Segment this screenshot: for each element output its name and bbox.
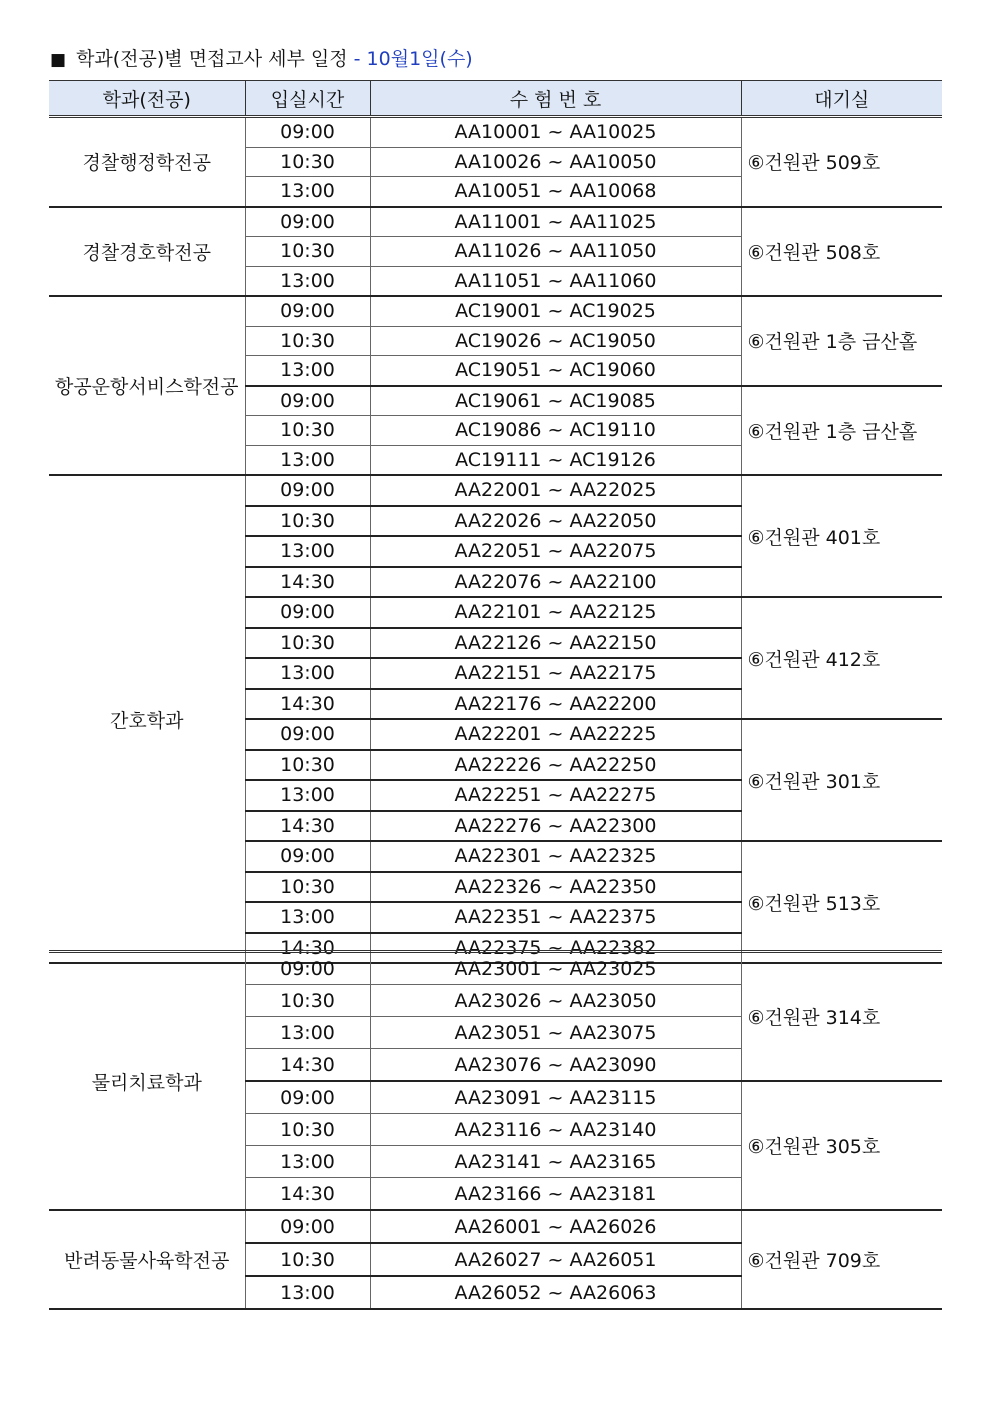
time-cell: 13:00 <box>245 1146 370 1178</box>
schedule-body-top <box>49 117 942 964</box>
table-row <box>49 296 942 326</box>
dept-cell: 항공운항서비스학전공 <box>49 296 245 475</box>
time-cell: 09:00 <box>245 296 370 326</box>
exam-number-cell: AA22001 ~ AA22025 <box>370 475 741 506</box>
exam-number-cell: AA22101 ~ AA22125 <box>370 597 741 628</box>
room-cell: ⑥건원관 401호 <box>741 475 942 597</box>
exam-number-cell: AA22076 ~ AA22100 <box>370 567 741 598</box>
time-cell: 14:30 <box>245 933 370 964</box>
time-cell: 10:30 <box>245 1114 370 1146</box>
time-cell: 09:00 <box>245 841 370 872</box>
header-exam-number: 수 험 번 호 <box>370 81 741 117</box>
exam-number-cell: AA22226 ~ AA22250 <box>370 750 741 781</box>
dept-cell: 경찰경호학전공 <box>49 207 245 297</box>
page-title <box>50 44 473 71</box>
exam-number-cell: AA23116 ~ AA23140 <box>370 1114 741 1146</box>
exam-number-cell: AA10026 ~ AA10050 <box>370 147 741 177</box>
time-cell: 09:00 <box>245 386 370 416</box>
room-cell: ⑥건원관 305호 <box>741 1081 942 1210</box>
exam-number-cell: AA22301 ~ AA22325 <box>370 841 741 872</box>
time-cell: 13:00 <box>245 1017 370 1049</box>
time-cell: 09:00 <box>245 207 370 237</box>
room-cell: ⑥건원관 301호 <box>741 719 942 841</box>
time-cell: 10:30 <box>245 326 370 356</box>
room-cell: ⑥건원관 1층 금산홀 <box>741 296 942 386</box>
table-row <box>49 1210 942 1243</box>
exam-number-cell: AA23091 ~ AA23115 <box>370 1081 741 1114</box>
title-text: 학과(전공)별 면접고사 세부 일정 <box>76 48 348 70</box>
exam-number-cell: AA11001 ~ AA11025 <box>370 207 741 237</box>
exam-number-cell: AA22151 ~ AA22175 <box>370 658 741 689</box>
header-time: 입실시간 <box>245 81 370 117</box>
exam-number-cell: AA11051 ~ AA11060 <box>370 266 741 296</box>
time-cell: 09:00 <box>245 1081 370 1114</box>
exam-number-cell: AC19061 ~ AC19085 <box>370 386 741 416</box>
time-cell: 13:00 <box>245 536 370 567</box>
schedule-table-top <box>49 80 942 964</box>
exam-number-cell: AA11026 ~ AA11050 <box>370 237 741 267</box>
dept-cell: 경찰행정학전공 <box>49 117 245 207</box>
dept-cell: 반려동물사육학전공 <box>49 1210 245 1309</box>
exam-number-cell: AC19111 ~ AC19126 <box>370 445 741 475</box>
schedule-table-bottom <box>49 950 942 1310</box>
exam-number-cell: AA22251 ~ AA22275 <box>370 780 741 811</box>
time-cell: 10:30 <box>245 1243 370 1276</box>
exam-number-cell: AA26027 ~ AA26051 <box>370 1243 741 1276</box>
time-cell: 09:00 <box>245 952 370 985</box>
exam-number-cell: AA26052 ~ AA26063 <box>370 1276 741 1309</box>
header-dept: 학과(전공) <box>49 81 245 117</box>
time-cell: 10:30 <box>245 416 370 446</box>
exam-number-cell: AC19086 ~ AC19110 <box>370 416 741 446</box>
time-cell: 13:00 <box>245 356 370 386</box>
time-cell: 14:30 <box>245 1178 370 1211</box>
exam-number-cell: AA23026 ~ AA23050 <box>370 985 741 1017</box>
time-cell: 10:30 <box>245 237 370 267</box>
exam-number-cell: AA10051 ~ AA10068 <box>370 177 741 207</box>
exam-number-cell: AA22026 ~ AA22050 <box>370 506 741 537</box>
dept-cell: 간호학과 <box>49 475 245 963</box>
exam-number-cell: AA22176 ~ AA22200 <box>370 689 741 720</box>
time-cell: 14:30 <box>245 811 370 842</box>
exam-number-cell: AA23166 ~ AA23181 <box>370 1178 741 1211</box>
room-cell: ⑥건원관 509호 <box>741 117 942 207</box>
time-cell: 13:00 <box>245 445 370 475</box>
exam-number-cell: AA22351 ~ AA22375 <box>370 902 741 933</box>
table-row <box>49 117 942 148</box>
exam-number-cell: AA22051 ~ AA22075 <box>370 536 741 567</box>
time-cell: 14:30 <box>245 567 370 598</box>
table-row <box>49 475 942 506</box>
exam-number-cell: AA23051 ~ AA23075 <box>370 1017 741 1049</box>
time-cell: 10:30 <box>245 147 370 177</box>
time-cell: 10:30 <box>245 506 370 537</box>
room-cell: ⑥건원관 508호 <box>741 207 942 297</box>
exam-number-cell: AC19026 ~ AC19050 <box>370 326 741 356</box>
table-row <box>49 952 942 985</box>
exam-number-cell: AA22326 ~ AA22350 <box>370 872 741 903</box>
exam-number-cell: AC19001 ~ AC19025 <box>370 296 741 326</box>
exam-number-cell: AA23076 ~ AA23090 <box>370 1049 741 1082</box>
time-cell: 14:30 <box>245 689 370 720</box>
time-cell: 10:30 <box>245 872 370 903</box>
time-cell: 09:00 <box>245 597 370 628</box>
time-cell: 14:30 <box>245 1049 370 1082</box>
dept-cell: 물리치료학과 <box>49 952 245 1211</box>
table-row <box>49 207 942 237</box>
exam-number-cell: AA26001 ~ AA26026 <box>370 1210 741 1243</box>
exam-number-cell: AA22126 ~ AA22150 <box>370 628 741 659</box>
exam-number-cell: AA22201 ~ AA22225 <box>370 719 741 750</box>
time-cell: 09:00 <box>245 117 370 148</box>
time-cell: 10:30 <box>245 985 370 1017</box>
time-cell: 13:00 <box>245 266 370 296</box>
header-row <box>49 81 942 117</box>
time-cell: 10:30 <box>245 750 370 781</box>
room-cell: ⑥건원관 412호 <box>741 597 942 719</box>
time-cell: 10:30 <box>245 628 370 659</box>
square-bullet-icon: ■ <box>50 50 67 70</box>
header-waiting-room: 대기실 <box>741 81 942 117</box>
room-cell: ⑥건원관 709호 <box>741 1210 942 1309</box>
exam-number-cell: AA23001 ~ AA23025 <box>370 952 741 985</box>
exam-number-cell: AA22375 ~ AA22382 <box>370 933 741 964</box>
time-cell: 09:00 <box>245 1210 370 1243</box>
exam-number-cell: AA22276 ~ AA22300 <box>370 811 741 842</box>
title-date: - 10월1일(수) <box>353 48 473 70</box>
exam-number-cell: AA23141 ~ AA23165 <box>370 1146 741 1178</box>
schedule-body-bottom <box>49 952 942 1310</box>
time-cell: 13:00 <box>245 902 370 933</box>
time-cell: 13:00 <box>245 658 370 689</box>
time-cell: 13:00 <box>245 780 370 811</box>
time-cell: 09:00 <box>245 719 370 750</box>
exam-number-cell: AA10001 ~ AA10025 <box>370 117 741 148</box>
room-cell: ⑥건원관 314호 <box>741 952 942 1082</box>
room-cell: ⑥건원관 1층 금산홀 <box>741 386 942 476</box>
room-cell: ⑥건원관 513호 <box>741 841 942 963</box>
time-cell: 09:00 <box>245 475 370 506</box>
exam-number-cell: AC19051 ~ AC19060 <box>370 356 741 386</box>
time-cell: 13:00 <box>245 177 370 207</box>
time-cell: 13:00 <box>245 1276 370 1309</box>
